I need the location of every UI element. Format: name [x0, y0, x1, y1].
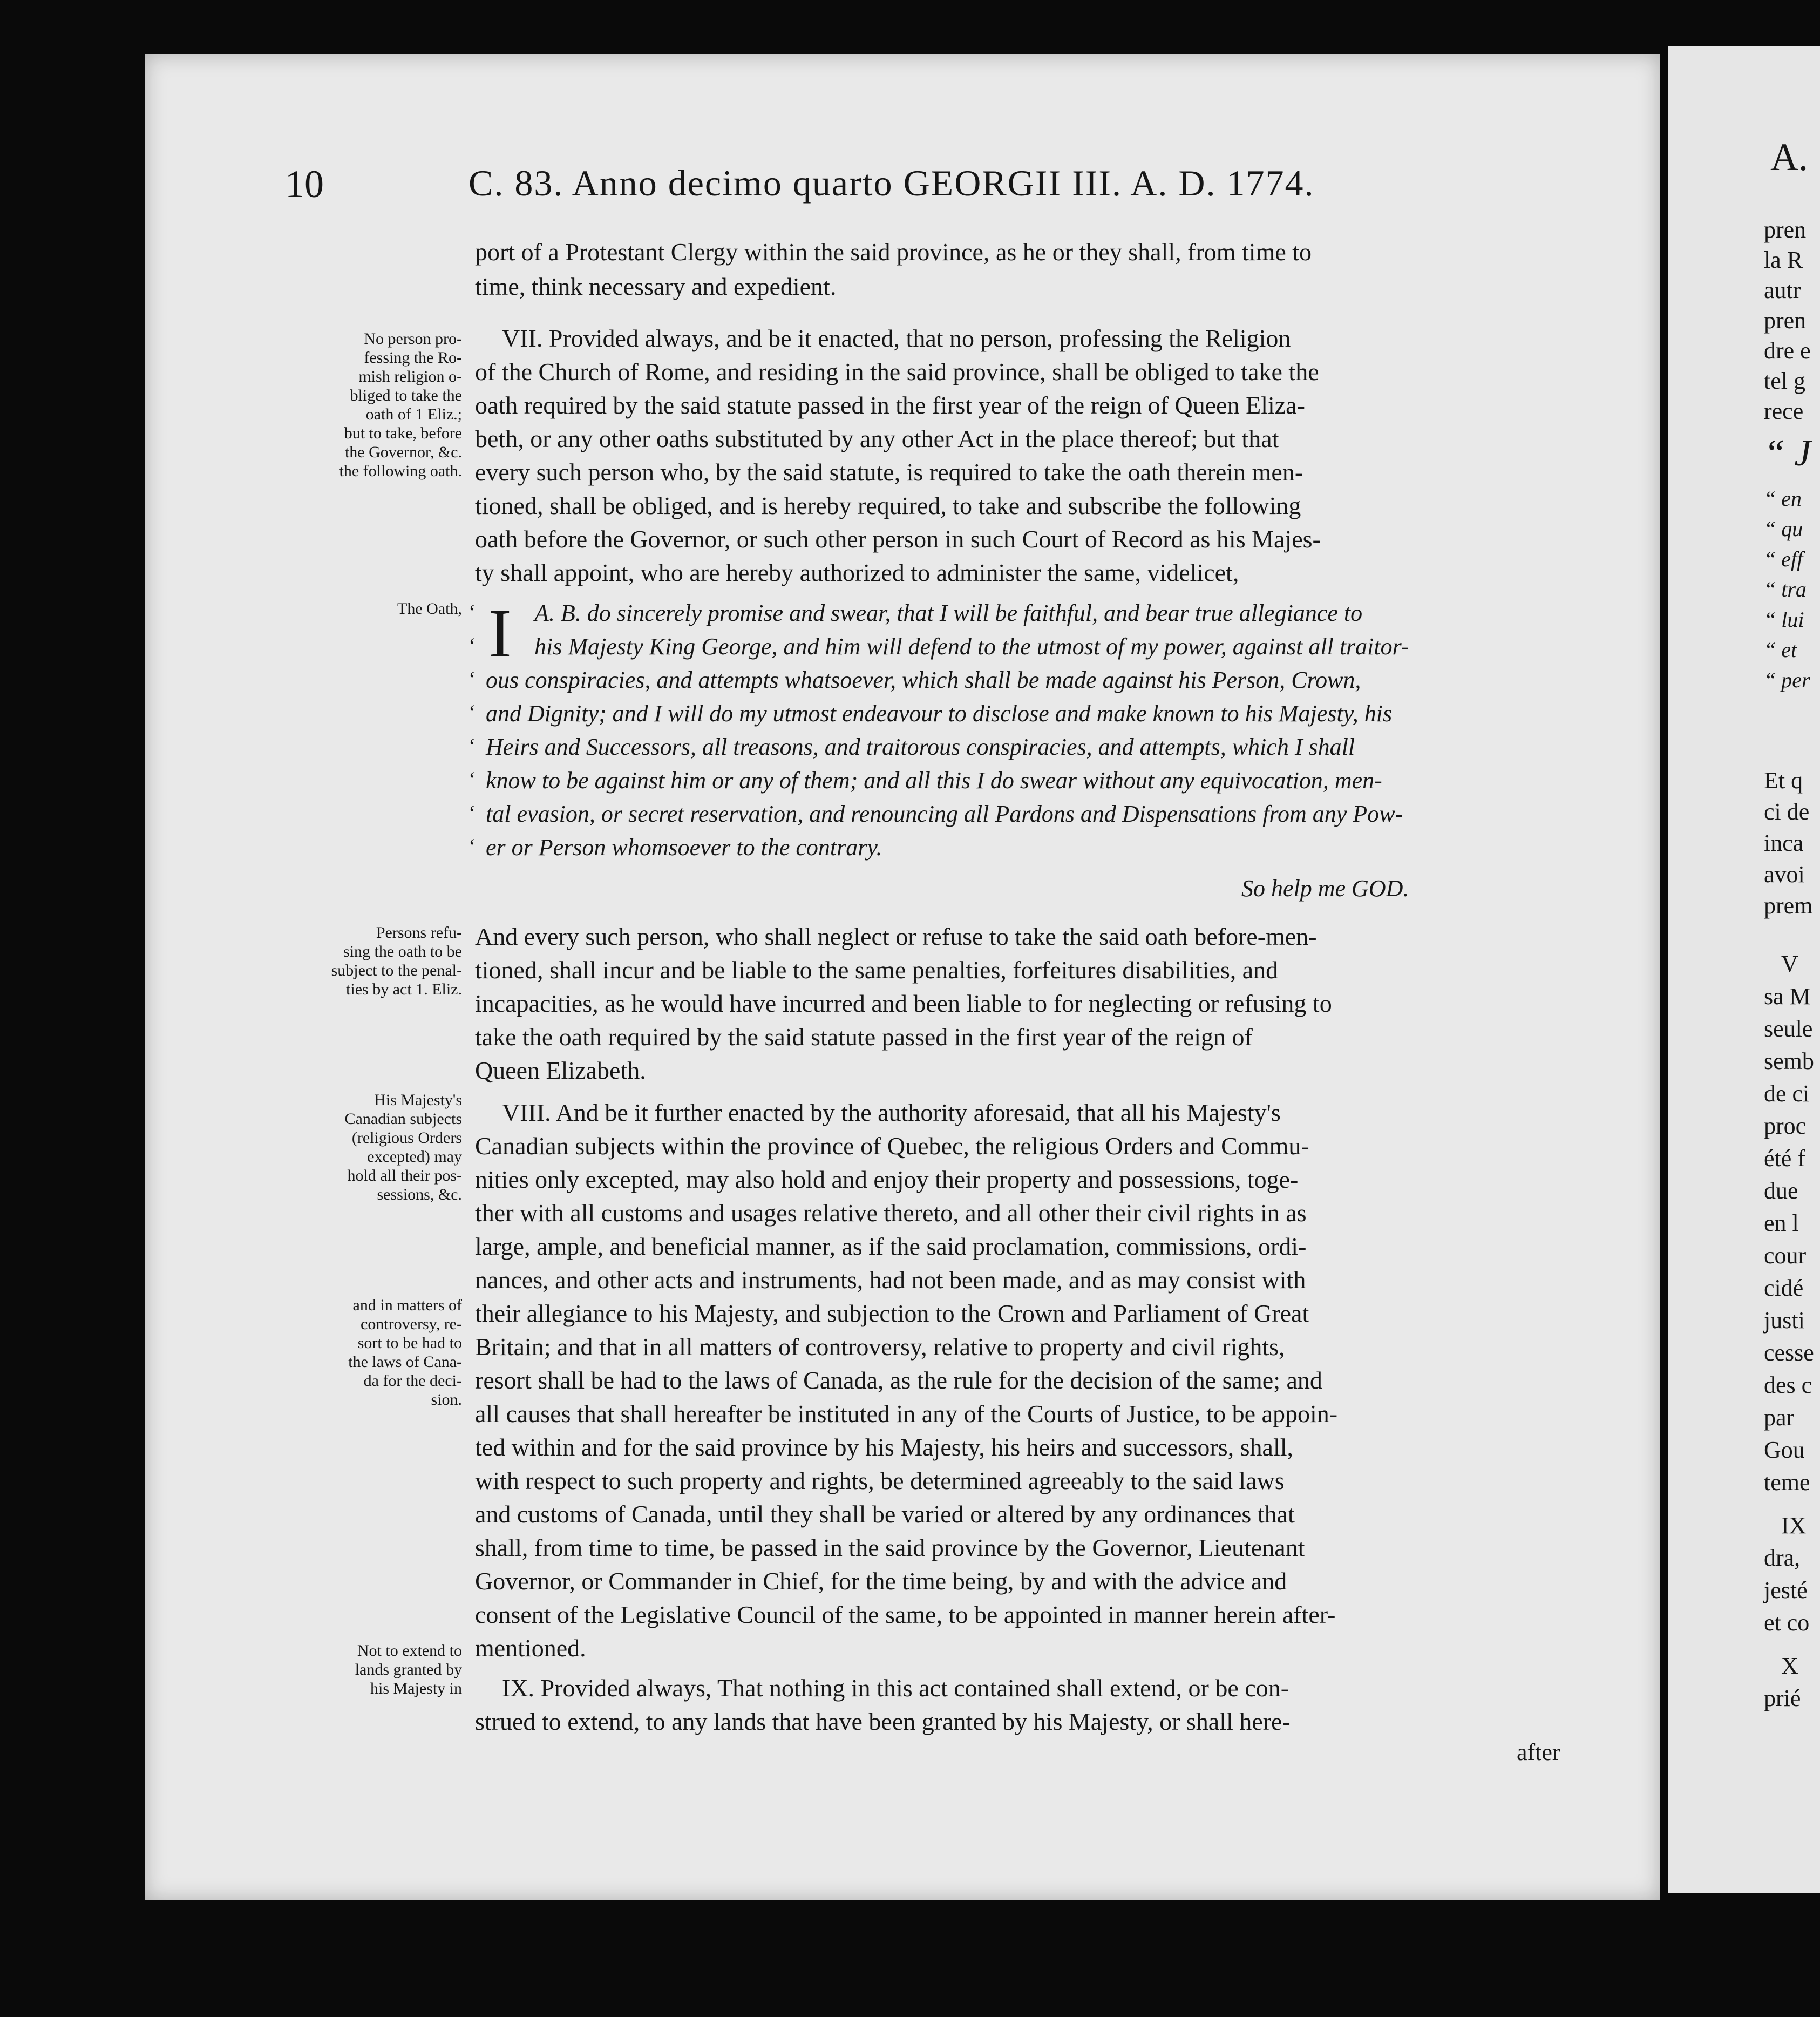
body-line: with respect to such property and rights, be determined agreeably to the said laws — [475, 1467, 1285, 1494]
body-line: beth, or any other oaths substituted by any other Act in the place thereof; but that — [475, 425, 1279, 452]
oath-line: er or Person whomsoever to the contrary. — [486, 834, 882, 861]
margin-note-lands-granted: Not to extend to lands granted by his Majesty in — [355, 1642, 462, 1697]
body-line: incapacities, as he would have incurred and been liable to for neglecting or refusing to — [475, 990, 1332, 1017]
right-page-line: IX — [1781, 1512, 1807, 1539]
margin-note-canadian-subjects: His Majesty's Canadian subjects (religious Orders excepted) may hold all their pos- sessions, &c. — [344, 1091, 462, 1203]
body-line: port of a Protestant Clergy within the said province, as he or they shall, from time to — [475, 238, 1312, 266]
margin-note-romish-religion: No person pro- fessing the Ro- mish religion o- bliged to take the oath of 1 Eliz.; but to take, before the Governor, &c. the following oath. — [339, 330, 462, 480]
right-page-quote-line: “ qu — [1764, 517, 1803, 541]
right-page-line: Et q — [1764, 767, 1803, 794]
body-line: consent of the Legislative Council of the same, to be appointed in manner herein after- — [475, 1601, 1336, 1628]
body-line: Canadian subjects within the province of Quebec, the religious Orders and Commu- — [475, 1132, 1309, 1160]
right-page-line: due — [1764, 1177, 1798, 1204]
oath-quote-mark: ‘ — [468, 667, 476, 691]
body-line: tioned, shall incur and be liable to the same penalties, forfeitures disabilities, and — [475, 956, 1279, 984]
right-page-quote-line: “ per — [1764, 668, 1810, 692]
right-page-line: justi — [1764, 1307, 1805, 1334]
right-page-line: des c — [1764, 1372, 1812, 1398]
right-page-line: été f — [1764, 1145, 1805, 1172]
right-page-line: rece — [1764, 398, 1804, 424]
body-line: ther with all customs and usages relative thereto, and all other their civil rights in as — [475, 1199, 1307, 1227]
right-page-line: ci de — [1764, 798, 1810, 825]
right-page-line: pren — [1764, 216, 1807, 243]
page-header-title: C. 83. Anno decimo quarto GEORGII III. A. D. 1774. — [468, 163, 1315, 204]
right-page-quote-line: “ lui — [1764, 607, 1804, 632]
right-page-line: sa M — [1764, 983, 1811, 1010]
catchword: after — [1517, 1739, 1560, 1765]
right-page-line: seule — [1764, 1016, 1813, 1042]
oath-line: his Majesty King George, and him will defend to the utmost of my power, against all traitor- — [534, 633, 1409, 660]
body-line: IX. Provided always, That nothing in this act contained shall extend, or be con- — [502, 1674, 1289, 1702]
body-line: every such person who, by the said statute, is required to take the oath therein men- — [475, 458, 1303, 486]
right-page-quote-line: “ tra — [1764, 577, 1807, 601]
right-page-line: prié — [1764, 1685, 1801, 1711]
right-page-line: prem — [1764, 892, 1813, 919]
oath-line: know to be against him or any of them; and all this I do swear without any equivocation, men- — [486, 767, 1382, 794]
body-line: Britain; and that in all matters of controversy, relative to property and civil rights, — [475, 1333, 1285, 1361]
body-line: ty shall appoint, who are hereby authorized to administer the same, videlicet, — [475, 559, 1239, 586]
right-page-line: par — [1764, 1404, 1795, 1431]
margin-note-the-oath: The Oath, — [397, 600, 462, 618]
body-line: Governor, or Commander in Chief, for the time being, by and with the advice and — [475, 1567, 1287, 1595]
body-line: nances, and other acts and instruments, had not been made, and as may consist with — [475, 1266, 1306, 1294]
body-line: all causes that shall hereafter be instituted in any of the Courts of Justice, to be appoin- — [475, 1400, 1338, 1427]
right-page-line: Gou — [1764, 1437, 1805, 1463]
right-page-quote-line: “ eff — [1764, 547, 1803, 571]
right-page-line: dre e — [1764, 337, 1811, 364]
body-line: large, ample, and beneficial manner, as if the said proclamation, commissions, ordi- — [475, 1233, 1307, 1260]
right-page-line: autr — [1764, 277, 1801, 303]
oath-initial-letter: I — [488, 595, 512, 672]
body-line: strued to extend, to any lands that have been granted by his Majesty, or shall here- — [475, 1708, 1291, 1735]
right-page-line: teme — [1764, 1469, 1810, 1495]
so-help-me-god: So help me GOD. — [1241, 875, 1409, 902]
oath-line: Heirs and Successors, all treasons, and traitorous conspiracies, and attempts, which I shall — [486, 734, 1355, 760]
right-page-quote-line: “ en — [1764, 486, 1802, 511]
margin-note-laws-of-canada: and in matters of controversy, re- sort to be had to the laws of Cana- da for the deci- sion. — [348, 1296, 462, 1409]
body-line: ted within and for the said province by his Majesty, his heirs and successors, shall, — [475, 1433, 1294, 1461]
body-line: tioned, shall be obliged, and is hereby required, to take and subscribe the following — [475, 492, 1301, 519]
oath-quote-mark: ‘ — [468, 633, 476, 658]
body-line: take the oath required by the said statute passed in the first year of the reign of — [475, 1023, 1253, 1051]
body-line: And every such person, who shall neglect or refuse to take the said oath before-men- — [475, 923, 1317, 950]
right-page-line: cidé — [1764, 1275, 1804, 1301]
body-line: oath required by the said statute passed in the first year of the reign of Queen Eliza- — [475, 391, 1305, 419]
oath-quote-mark: ‘ — [468, 767, 476, 791]
oath-quote-mark: ‘ — [468, 600, 476, 624]
right-page-line: et co — [1764, 1609, 1810, 1636]
oath-quote-mark: ‘ — [468, 834, 476, 858]
right-page-quote-line: “ J — [1764, 432, 1811, 474]
body-line: their allegiance to his Majesty, and subjection to the Crown and Parliament of Great — [475, 1299, 1309, 1327]
body-line: oath before the Governor, or such other person in such Court of Record as his Majes- — [475, 525, 1321, 553]
right-page-line: de ci — [1764, 1080, 1810, 1107]
body-line: mentioned. — [475, 1634, 586, 1662]
body-line: VII. Provided always, and be it enacted, that no person, professing the Religion — [502, 324, 1291, 352]
right-page-line: en l — [1764, 1210, 1799, 1236]
right-page-line: pren — [1764, 307, 1807, 334]
right-page-line: V — [1781, 951, 1798, 977]
right-page-line: avoi — [1764, 861, 1805, 888]
body-line: nities only excepted, may also hold and enjoy their property and possessions, toge- — [475, 1166, 1299, 1193]
right-page-line: la R — [1764, 247, 1803, 273]
oath-line: tal evasion, or secret reservation, and renouncing all Pardons and Dispensations from any Pow- — [486, 801, 1403, 827]
right-page-line: X — [1781, 1653, 1798, 1679]
right-page-line: cour — [1764, 1242, 1807, 1269]
right-page-line: proc — [1764, 1113, 1807, 1139]
right-page-line: inca — [1764, 830, 1804, 856]
right-page-quote-line: “ et — [1764, 638, 1797, 662]
right-page-line: cesse — [1764, 1339, 1814, 1366]
oath-quote-mark: ‘ — [468, 734, 476, 758]
body-line: time, think necessary and expedient. — [475, 273, 837, 300]
right-page-header: A. — [1770, 136, 1808, 179]
oath-quote-mark: ‘ — [468, 700, 476, 725]
right-page-line: jesté — [1764, 1577, 1808, 1603]
right-page-line: semb — [1764, 1048, 1814, 1074]
margin-note-persons-refusing: Persons refu- sing the oath to be subject to the penal- ties by act 1. Eliz. — [331, 924, 462, 998]
body-line: and customs of Canada, until they shall be varied or altered by any ordinances that — [475, 1500, 1295, 1528]
body-line: shall, from time to time, be passed in the said province by the Governor, Lieutenant — [475, 1534, 1305, 1561]
body-line: VIII. And be it further enacted by the authority aforesaid, that all his Majesty's — [502, 1099, 1281, 1126]
body-line: Queen Elizabeth. — [475, 1057, 646, 1084]
body-line: resort shall be had to the laws of Canada, as the rule for the decision of the same; and — [475, 1366, 1322, 1394]
page-number: 10 — [285, 163, 324, 206]
right-page-line: tel g — [1764, 368, 1805, 394]
oath-line: A. B. do sincerely promise and swear, that I will be faithful, and bear true allegiance to — [534, 600, 1363, 626]
oath-line: and Dignity; and I will do my utmost endeavour to disclose and make known to his Majesty, his — [486, 700, 1393, 727]
right-page-line: dra, — [1764, 1545, 1801, 1571]
body-line: of the Church of Rome, and residing in the said province, shall be obliged to take the — [475, 358, 1319, 385]
oath-quote-mark: ‘ — [468, 801, 476, 825]
oath-line: ous conspiracies, and attempts whatsoever, which shall be made against his Person, Crown, — [486, 667, 1361, 693]
